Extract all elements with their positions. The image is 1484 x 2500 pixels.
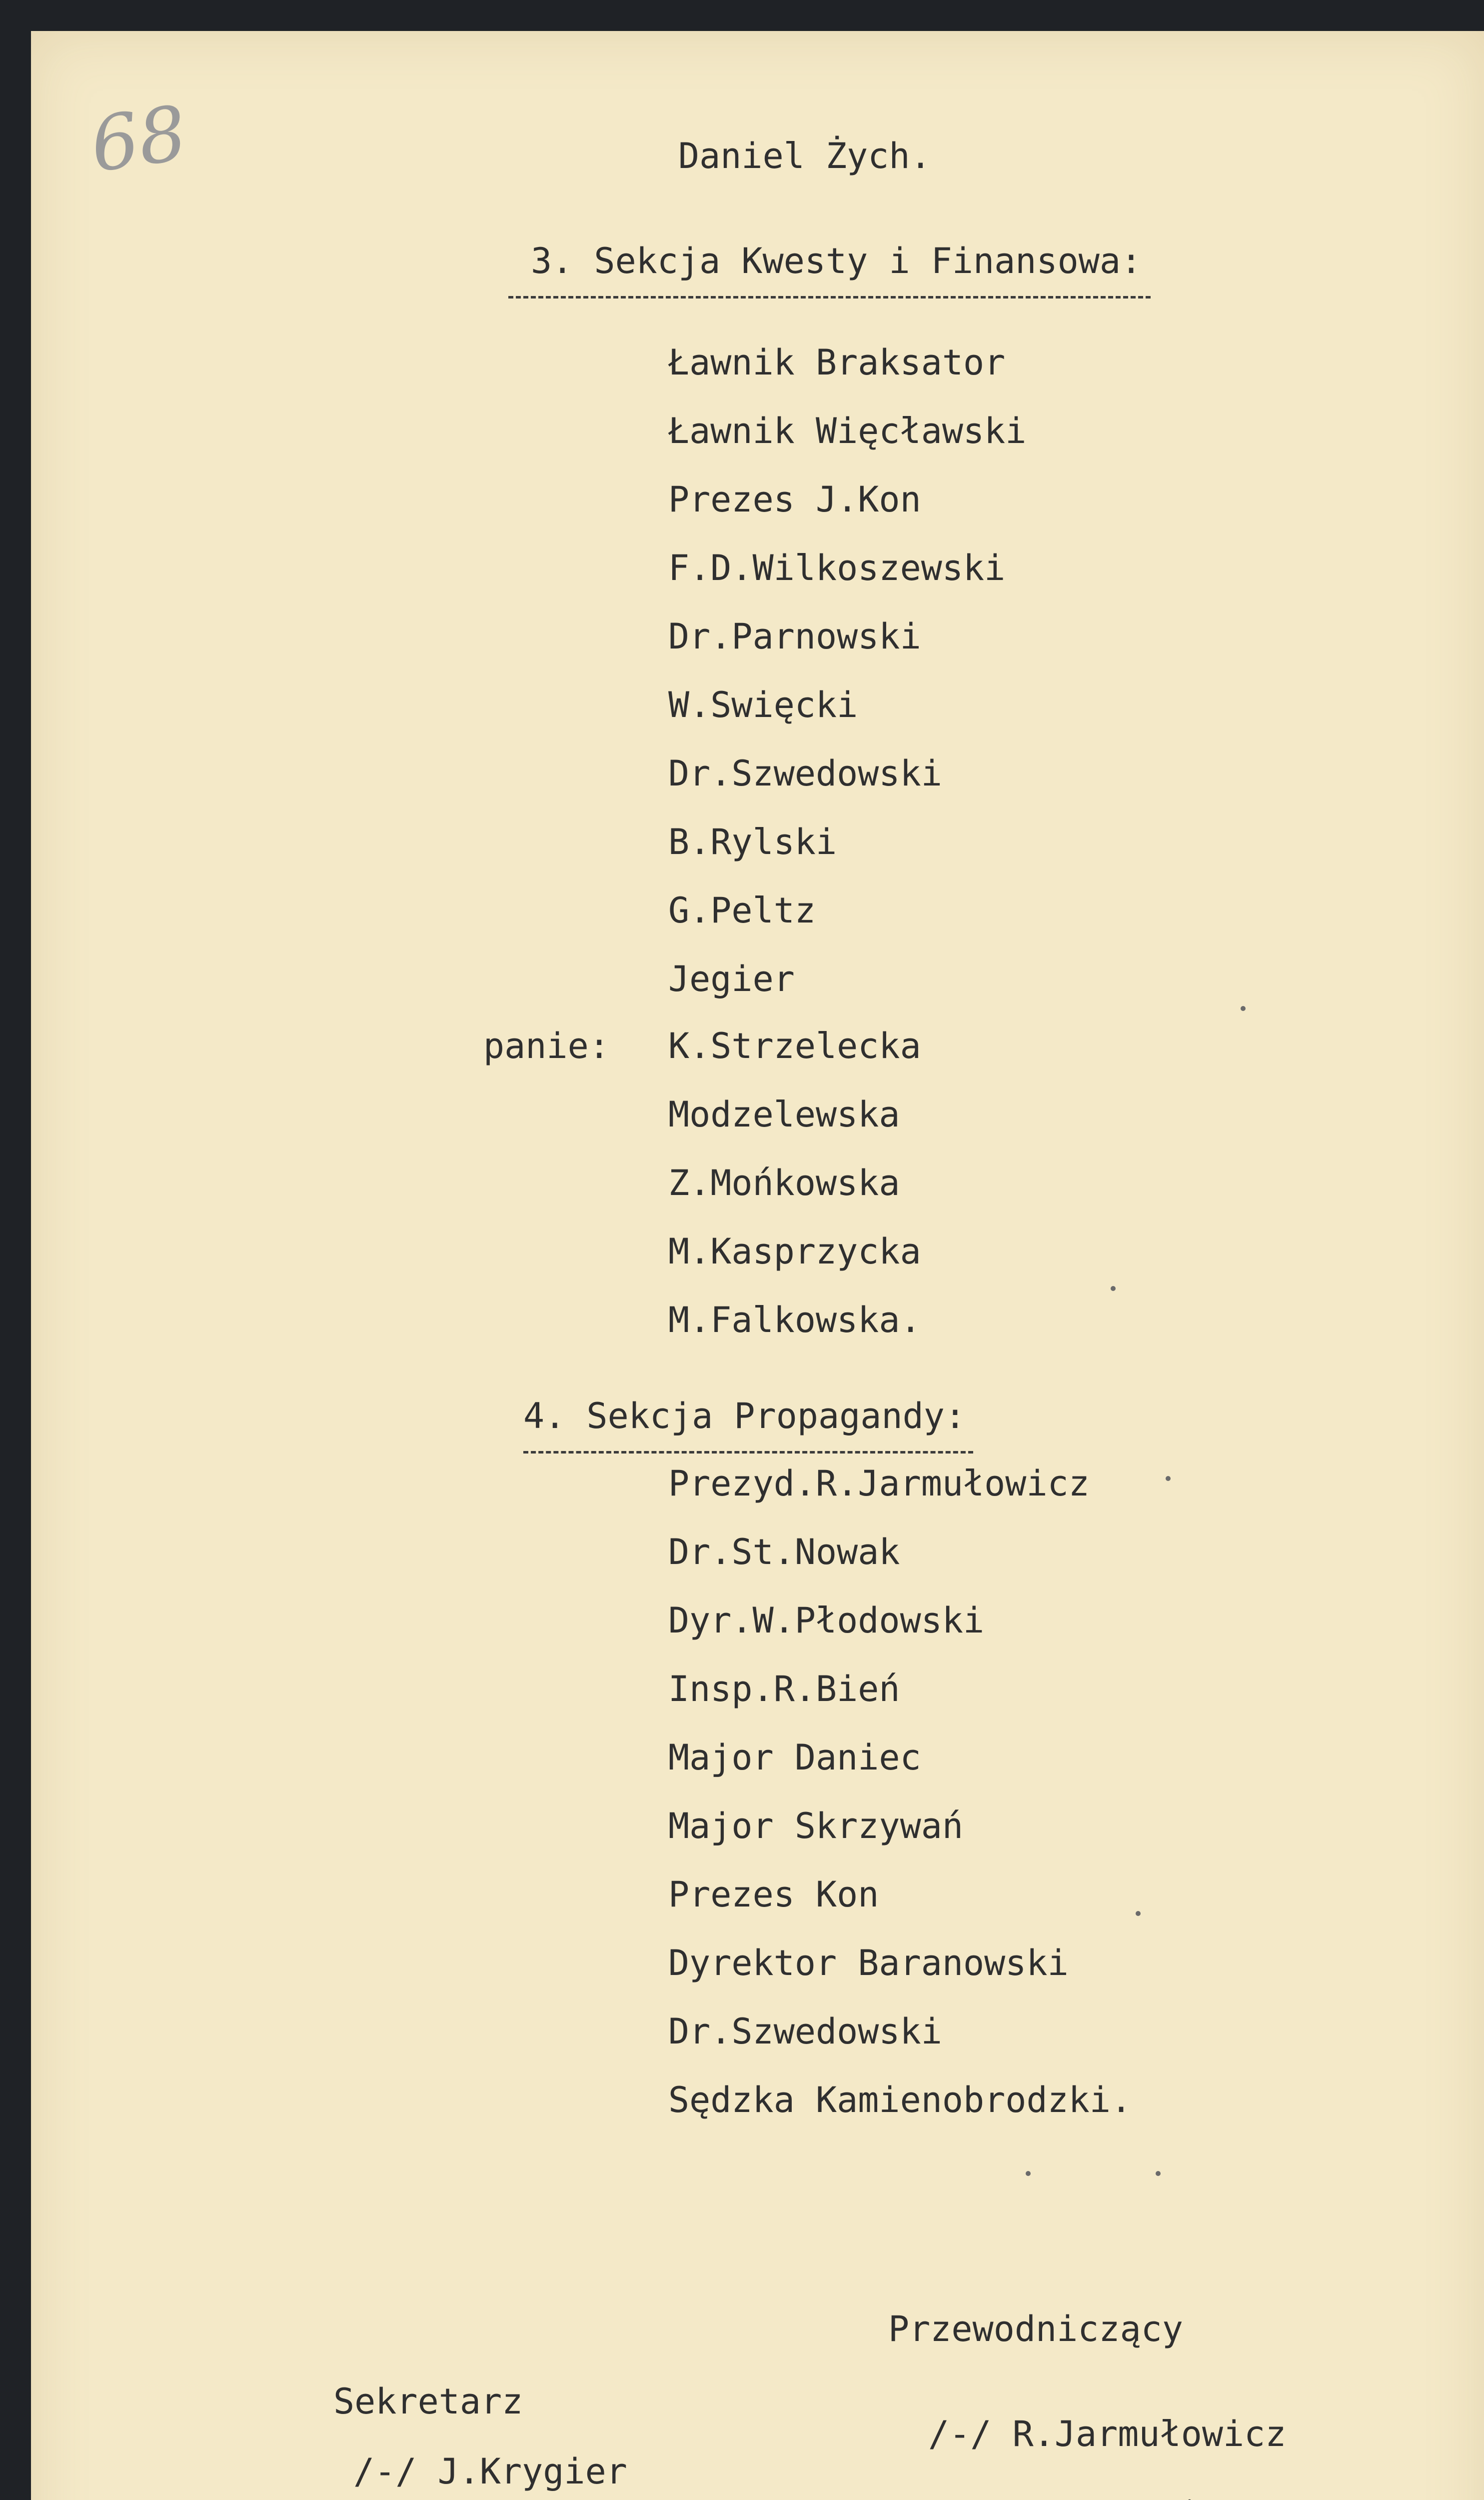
section-3-title: 3. Sekcja Kwesty i Finansowa: (531, 240, 1142, 282)
list-item: Major Skrzywań (668, 1806, 964, 1846)
list-item: Modzelewska (668, 1094, 900, 1135)
section-4-underline (523, 1451, 973, 1454)
ink-speck (1111, 1286, 1116, 1291)
list-item: M.Kasprzycka (668, 1231, 921, 1272)
handwritten-signature (983, 2471, 1243, 2500)
list-item: Prezes Kon (668, 1874, 879, 1915)
ink-speck (1026, 2171, 1031, 2176)
chairman-name: /-/ R.Jarmułowicz (928, 2414, 1287, 2454)
secretary-title: Sekretarz (333, 2381, 523, 2422)
women-label: panie: (483, 1026, 610, 1066)
list-item: W.Swięcki (668, 684, 858, 726)
pencil-page-number: 68 (85, 90, 192, 190)
list-item: M.Falkowska. (668, 1300, 921, 1340)
list-item: Ławnik Braksator (668, 342, 1006, 383)
list-item: Jegier (668, 958, 795, 1000)
list-item: Dr.Szwedowski (668, 753, 942, 794)
section-3-women-list (668, 1028, 921, 1371)
list-item: Sędzka Kamienobrodzki. (668, 2080, 1132, 2120)
list-item: F.D.Wilkoszewski (668, 548, 1006, 588)
list-item: Dyr.W.Płodowski (668, 1600, 985, 1641)
list-item: Z.Mońkowska (668, 1162, 900, 1204)
list-item: Dr.Szwedowski (668, 2011, 942, 2052)
secretary-name: /-/ J.Krygier (353, 2451, 627, 2492)
ink-speck (1166, 1476, 1171, 1481)
ink-speck (1156, 2171, 1161, 2176)
section-3-member-list (668, 342, 1027, 1030)
list-item: Major Daniec (668, 1737, 921, 1778)
chairman-title: Przewodniczący (888, 2308, 1184, 2350)
document-page (31, 31, 1484, 2500)
section-3-underline (508, 296, 1151, 298)
list-item: Dr.St.Nowak (668, 1532, 900, 1572)
list-item: Prezes J.Kon (668, 479, 921, 520)
list-item: K.Strzelecka (668, 1026, 921, 1066)
section-4-title: 4. Sekcja Propagandy: (523, 1396, 966, 1436)
ink-speck (1136, 1911, 1141, 1916)
list-item: Dr.Parnowski (668, 616, 921, 657)
ink-speck (1241, 1006, 1246, 1011)
list-item: Insp.R.Bień (668, 1668, 900, 1710)
list-item: G.Peltz (668, 890, 816, 931)
list-item: B.Rylski (668, 822, 837, 862)
list-item: Ławnik Więcławski (668, 410, 1027, 452)
list-item: Dyrektor Baranowski (668, 1942, 1069, 1984)
list-item: Prezyd.R.Jarmułowicz (668, 1463, 1090, 1504)
section-4-member-list (668, 1463, 1132, 2151)
heading-name: Daniel Żych. (678, 136, 931, 176)
